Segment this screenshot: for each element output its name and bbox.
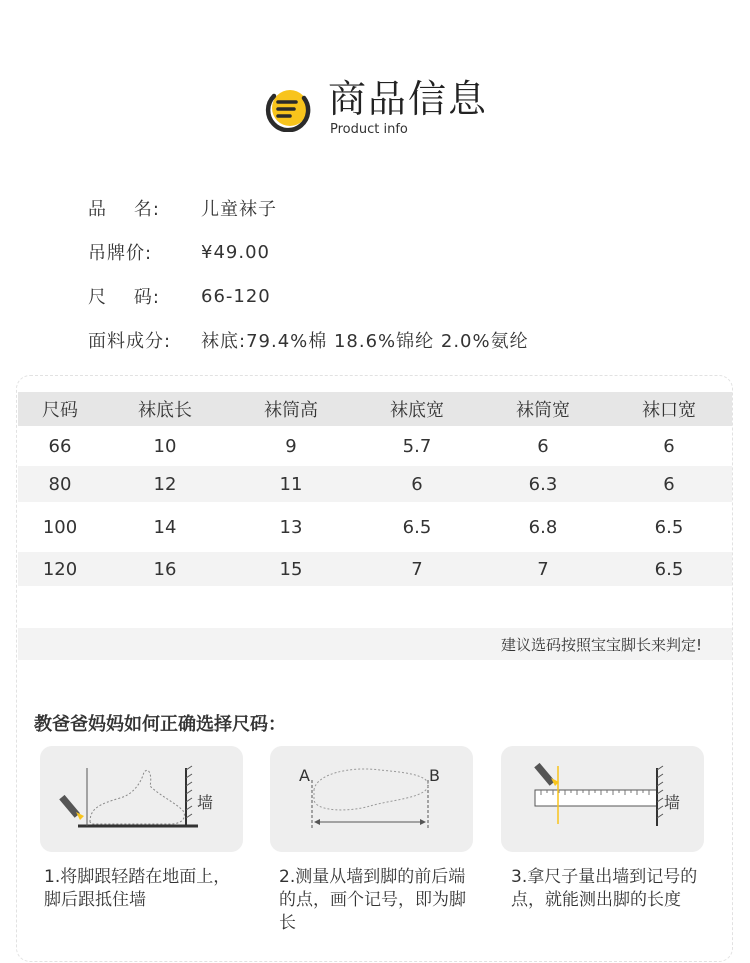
table-cell: 6.3 (480, 466, 606, 502)
table-header-cell: 袜筒宽 (480, 392, 606, 426)
info-label: 品 名: (88, 199, 160, 220)
table-cell: 12 (102, 466, 228, 502)
step-2-text: 2.测量从墙到脚的前后端的点，画个记号，即为脚长 (279, 867, 466, 933)
info-value: ¥49.00 (201, 241, 270, 263)
document-lines-icon (264, 84, 312, 132)
table-row (18, 426, 732, 466)
table-cell: 16 (102, 552, 228, 586)
table-header-cell: 尺码 (18, 392, 102, 426)
table-cell: 14 (153, 516, 177, 538)
step-3-illustration (501, 746, 704, 852)
page-title: 商品信息 (328, 77, 489, 121)
wall-label: 墙 (197, 793, 214, 812)
table-cell: 6 (537, 435, 549, 457)
table-cell: 6.5 (606, 552, 732, 586)
size-note-bar (18, 628, 732, 660)
table-cell: 100 (42, 516, 78, 538)
table-cell: 6 (354, 466, 480, 502)
table-cell: 120 (18, 552, 102, 586)
info-row-material (88, 318, 529, 362)
table-row (18, 502, 732, 552)
table-cell: 80 (18, 466, 102, 502)
info-value: 儿童袜子 (201, 199, 277, 220)
page-subtitle: Product info (330, 122, 408, 137)
table-cell: 66 (48, 435, 72, 457)
product-info-list (88, 186, 529, 362)
section-header (264, 76, 504, 146)
table-cell: 11 (228, 466, 354, 502)
table-header-cell: 袜筒高 (228, 392, 354, 426)
step-1-text: 1.将脚跟轻踏在地面上，脚后跟抵住墙 (44, 867, 231, 910)
table-cell: 6 (606, 466, 732, 502)
table-cell: 13 (279, 516, 303, 538)
info-row-price (88, 230, 529, 274)
table-header-row (18, 392, 732, 426)
point-a-label: A (299, 766, 310, 785)
table-cell: 7 (354, 552, 480, 586)
info-row-name (88, 186, 529, 230)
info-value: 66-120 (201, 285, 271, 307)
info-label: 尺 码: (88, 287, 160, 308)
point-b-label: B (429, 766, 440, 785)
info-value: 袜底:79.4%棉 18.6%锦纶 2.0%氨纶 (201, 331, 529, 352)
table-cell: 7 (480, 552, 606, 586)
table-cell: 10 (153, 435, 177, 457)
table-cell: 5.7 (402, 435, 432, 457)
info-row-size (88, 274, 529, 318)
table-header-cell: 袜口宽 (606, 392, 732, 426)
guide-title: 教爸爸妈妈如何正确选择尺码： (34, 714, 286, 735)
table-header-cell: 袜底宽 (354, 392, 480, 426)
table-cell: 9 (285, 435, 297, 457)
info-label: 吊牌价: (88, 243, 153, 264)
step-2-illustration (270, 746, 473, 852)
size-table (18, 392, 732, 586)
table-row (18, 466, 732, 502)
info-label: 面料成分: (88, 331, 172, 352)
table-row (18, 552, 732, 586)
table-cell: 6.8 (528, 516, 558, 538)
step-1-illustration (40, 746, 243, 852)
table-header-cell: 袜底长 (102, 392, 228, 426)
table-cell: 6.5 (402, 516, 432, 538)
table-cell: 6.5 (654, 516, 684, 538)
table-cell: 6 (663, 435, 675, 457)
table-cell: 15 (228, 552, 354, 586)
step-3-text: 3.拿尺子量出墙到记号的点，就能测出脚的长度 (511, 867, 698, 910)
wall-label: 墙 (664, 793, 681, 812)
size-note: 建议选码按照宝宝脚长来判定! (500, 636, 702, 654)
